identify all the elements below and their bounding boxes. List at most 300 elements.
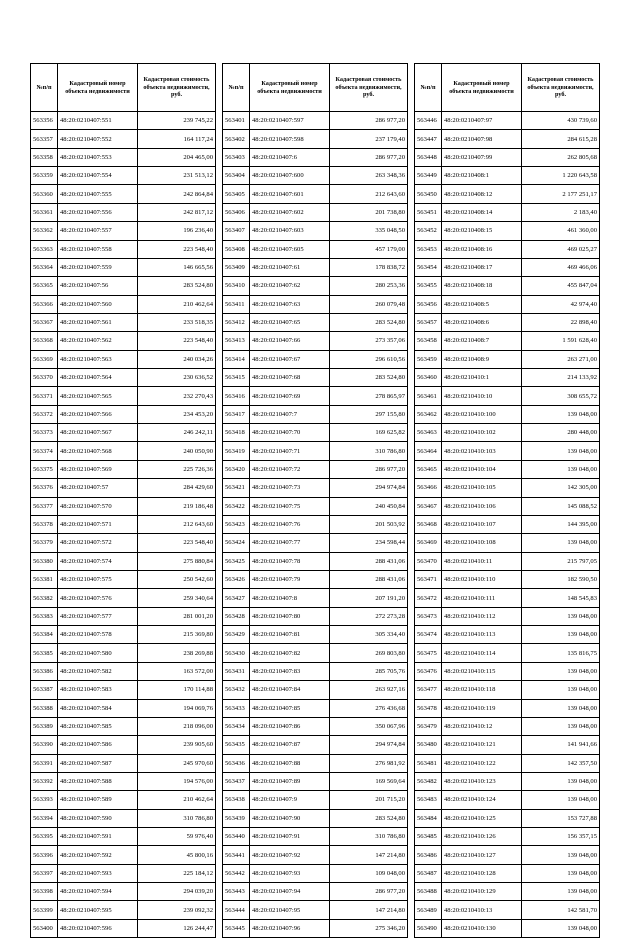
row-number: 563359 [31, 167, 58, 185]
row-number: 563452 [415, 222, 442, 240]
cadastral-number: 48:20:0210407:89 [250, 772, 330, 790]
cadastral-number: 48:20:0210410:1 [442, 369, 522, 387]
row-number: 563465 [415, 460, 442, 478]
row-number: 563454 [415, 258, 442, 276]
table-row [31, 901, 216, 919]
row-number: 563373 [31, 424, 58, 442]
cadastral-value: 139 048,00 [522, 883, 600, 901]
row-number: 563444 [223, 901, 250, 919]
cadastral-value: 237 179,40 [330, 130, 408, 148]
cadastral-number: 48:20:0210407:558 [58, 240, 138, 258]
cadastral-value: 263 348,36 [330, 167, 408, 185]
cadastral-value: 1 591 628,40 [522, 332, 600, 350]
row-number: 563408 [223, 240, 250, 258]
row-number: 563451 [415, 203, 442, 221]
row-number: 563423 [223, 515, 250, 533]
cadastral-number: 48:20:0210410:107 [442, 515, 522, 533]
cadastral-value: 148 545,83 [522, 589, 600, 607]
table-row [415, 809, 600, 827]
row-number: 563450 [415, 185, 442, 203]
row-number: 563378 [31, 515, 58, 533]
cadastral-value: 201 738,80 [330, 203, 408, 221]
table-row [415, 405, 600, 423]
cadastral-value: 242 817,12 [138, 203, 216, 221]
cadastral-value: 139 048,00 [522, 772, 600, 790]
row-number: 563410 [223, 277, 250, 295]
table-row [415, 644, 600, 662]
cadastral-value: 238 269,88 [138, 644, 216, 662]
cadastral-number: 48:20:0210407:78 [250, 552, 330, 570]
cadastral-value: 156 357,15 [522, 828, 600, 846]
cadastral-number: 48:20:0210407:561 [58, 313, 138, 331]
cadastral-value: 430 739,60 [522, 112, 600, 130]
row-number: 563466 [415, 479, 442, 497]
cadastral-number: 48:20:0210407:568 [58, 442, 138, 460]
table-row [415, 607, 600, 625]
cadastral-number: 48:20:0210407:96 [250, 919, 330, 937]
table-row [31, 534, 216, 552]
row-number: 563363 [31, 240, 58, 258]
table-header-row [415, 64, 600, 112]
table-3 [414, 63, 600, 938]
cadastral-number: 48:20:0210407:63 [250, 295, 330, 313]
cadastral-number: 48:20:0210407:602 [250, 203, 330, 221]
cadastral-number: 48:20:0210407:574 [58, 552, 138, 570]
table-row [415, 901, 600, 919]
cadastral-value: 145 088,52 [522, 497, 600, 515]
cadastral-value: 139 048,00 [522, 442, 600, 460]
cadastral-value: 239 745,22 [138, 112, 216, 130]
table-row [223, 277, 408, 295]
cadastral-value: 141 941,66 [522, 736, 600, 754]
row-number: 563376 [31, 479, 58, 497]
cadastral-value: 201 715,20 [330, 791, 408, 809]
row-number: 563431 [223, 662, 250, 680]
row-number: 563461 [415, 387, 442, 405]
row-number: 563380 [31, 552, 58, 570]
cadastral-number: 48:20:0210407:593 [58, 864, 138, 882]
header-value: Кадастровая стоимость объекта недвижимости, руб. [138, 64, 216, 112]
cadastral-value: 240 450,84 [330, 497, 408, 515]
row-number: 563403 [223, 148, 250, 166]
row-number: 563385 [31, 644, 58, 662]
cadastral-value: 139 048,00 [522, 662, 600, 680]
table-row [223, 552, 408, 570]
row-number: 563399 [31, 901, 58, 919]
table-row [31, 791, 216, 809]
cadastral-value: 139 048,00 [522, 607, 600, 625]
cadastral-number: 48:20:0210410:11 [442, 552, 522, 570]
cadastral-number: 48:20:0210407:79 [250, 570, 330, 588]
table-row [415, 222, 600, 240]
table-row [415, 148, 600, 166]
cadastral-number: 48:20:0210407:85 [250, 699, 330, 717]
table-row [31, 460, 216, 478]
table-row [31, 846, 216, 864]
cadastral-number: 48:20:0210407:62 [250, 277, 330, 295]
row-number: 563382 [31, 589, 58, 607]
cadastral-value: 215 369,80 [138, 626, 216, 644]
table-row [31, 681, 216, 699]
cadastral-value: 294 974,84 [330, 479, 408, 497]
cadastral-value: 196 236,40 [138, 222, 216, 240]
cadastral-number: 48:20:0210407:98 [442, 130, 522, 148]
cadastral-number: 48:20:0210410:129 [442, 883, 522, 901]
cadastral-value: 259 340,64 [138, 589, 216, 607]
cadastral-value: 45 800,16 [138, 846, 216, 864]
table-row [31, 203, 216, 221]
table-row [31, 626, 216, 644]
table-row [31, 258, 216, 276]
cadastral-value: 260 079,48 [330, 295, 408, 313]
table-row [415, 828, 600, 846]
cadastral-value: 276 981,92 [330, 754, 408, 772]
row-number: 563362 [31, 222, 58, 240]
cadastral-value: 283 524,80 [330, 313, 408, 331]
cadastral-number: 48:20:0210410:103 [442, 442, 522, 460]
row-number: 563462 [415, 405, 442, 423]
cadastral-number: 48:20:0210407:563 [58, 350, 138, 368]
cadastral-value: 210 462,64 [138, 791, 216, 809]
row-number: 563389 [31, 717, 58, 735]
cadastral-value: 59 976,40 [138, 828, 216, 846]
table-row [223, 497, 408, 515]
table-row [223, 754, 408, 772]
row-number: 563370 [31, 369, 58, 387]
row-number: 563358 [31, 148, 58, 166]
table-row [415, 479, 600, 497]
cadastral-number: 48:20:0210407:99 [442, 148, 522, 166]
cadastral-value: 204 465,00 [138, 148, 216, 166]
row-number: 563417 [223, 405, 250, 423]
cadastral-number: 48:20:0210407:87 [250, 736, 330, 754]
cadastral-value: 139 048,00 [522, 681, 600, 699]
row-number: 563420 [223, 460, 250, 478]
cadastral-number: 48:20:0210407:77 [250, 534, 330, 552]
cadastral-value: 246 242,11 [138, 424, 216, 442]
cadastral-value: 42 974,40 [522, 295, 600, 313]
cadastral-number: 48:20:0210410:115 [442, 662, 522, 680]
table-row [223, 607, 408, 625]
table-row [31, 369, 216, 387]
cadastral-value: 239 092,32 [138, 901, 216, 919]
row-number: 563356 [31, 112, 58, 130]
row-number: 563472 [415, 589, 442, 607]
cadastral-number: 48:20:0210407:589 [58, 791, 138, 809]
cadastral-value: 139 048,00 [522, 699, 600, 717]
row-number: 563424 [223, 534, 250, 552]
cadastral-value: 169 569,64 [330, 772, 408, 790]
cadastral-value: 239 905,60 [138, 736, 216, 754]
row-number: 563476 [415, 662, 442, 680]
row-number: 563483 [415, 791, 442, 809]
row-number: 563398 [31, 883, 58, 901]
cadastral-number: 48:20:0210410:114 [442, 644, 522, 662]
table-row [223, 167, 408, 185]
row-number: 563439 [223, 809, 250, 827]
cadastral-number: 48:20:0210407:70 [250, 424, 330, 442]
cadastral-number: 48:20:0210407:93 [250, 864, 330, 882]
cadastral-number: 48:20:0210407:95 [250, 901, 330, 919]
row-number: 563468 [415, 515, 442, 533]
table-row [415, 883, 600, 901]
cadastral-value: 242 864,84 [138, 185, 216, 203]
cadastral-number: 48:20:0210410:125 [442, 809, 522, 827]
row-number: 563435 [223, 736, 250, 754]
cadastral-number: 48:20:0210410:102 [442, 424, 522, 442]
header-value: Кадастровая стоимость объекта недвижимости, руб. [522, 64, 600, 112]
cadastral-value: 218 096,00 [138, 717, 216, 735]
row-number: 563463 [415, 424, 442, 442]
table-row [223, 424, 408, 442]
cadastral-value: 142 305,00 [522, 479, 600, 497]
row-number: 563429 [223, 626, 250, 644]
row-number: 563437 [223, 772, 250, 790]
cadastral-number: 48:20:0210407:92 [250, 846, 330, 864]
row-number: 563366 [31, 295, 58, 313]
cadastral-number: 48:20:0210407:592 [58, 846, 138, 864]
cadastral-value: 288 431,06 [330, 570, 408, 588]
row-number: 563421 [223, 479, 250, 497]
table-row [223, 515, 408, 533]
cadastral-value: 286 977,20 [330, 883, 408, 901]
cadastral-number: 48:20:0210410:128 [442, 864, 522, 882]
cadastral-value: 278 865,97 [330, 387, 408, 405]
table-row [415, 699, 600, 717]
cadastral-number: 48:20:0210410:104 [442, 460, 522, 478]
row-number: 563409 [223, 258, 250, 276]
cadastral-value: 139 048,00 [522, 846, 600, 864]
cadastral-value: 310 786,80 [330, 442, 408, 460]
cadastral-value: 231 513,12 [138, 167, 216, 185]
table-row [223, 148, 408, 166]
cadastral-value: 139 048,00 [522, 717, 600, 735]
cadastral-value: 194 576,00 [138, 772, 216, 790]
row-number: 563415 [223, 369, 250, 387]
cadastral-value: 276 436,68 [330, 699, 408, 717]
table-row [415, 130, 600, 148]
cadastral-value: 169 625,82 [330, 424, 408, 442]
row-number: 563486 [415, 846, 442, 864]
cadastral-value: 286 977,20 [330, 460, 408, 478]
cadastral-number: 48:20:0210407:578 [58, 626, 138, 644]
table-row [223, 901, 408, 919]
cadastral-number: 48:20:0210410:10 [442, 387, 522, 405]
table-row [415, 203, 600, 221]
cadastral-number: 48:20:0210410:12 [442, 717, 522, 735]
row-number: 563448 [415, 148, 442, 166]
row-number: 563455 [415, 277, 442, 295]
cadastral-number: 48:20:0210410:127 [442, 846, 522, 864]
cadastral-number: 48:20:0210410:130 [442, 919, 522, 937]
row-number: 563404 [223, 167, 250, 185]
table-row [31, 112, 216, 130]
table-row [31, 295, 216, 313]
row-number: 563442 [223, 864, 250, 882]
row-number: 563438 [223, 791, 250, 809]
cadastral-value: 335 048,50 [330, 222, 408, 240]
table-row [31, 240, 216, 258]
table-row [31, 442, 216, 460]
row-number: 563430 [223, 644, 250, 662]
row-number: 563414 [223, 350, 250, 368]
cadastral-number: 48:20:0210407:82 [250, 644, 330, 662]
cadastral-number: 48:20:0210407:572 [58, 534, 138, 552]
row-number: 563487 [415, 864, 442, 882]
cadastral-value: 294 974,84 [330, 736, 408, 754]
table-row [31, 387, 216, 405]
table-row [31, 864, 216, 882]
cadastral-value: 147 214,80 [330, 846, 408, 864]
cadastral-value: 288 431,06 [330, 552, 408, 570]
table-row [223, 681, 408, 699]
table-row [415, 295, 600, 313]
cadastral-number: 48:20:0210407:598 [250, 130, 330, 148]
header-cadastral: Кадастровый номер объекта недвижимости [442, 64, 522, 112]
cadastral-number: 48:20:0210408:12 [442, 185, 522, 203]
row-number: 563406 [223, 203, 250, 221]
row-number: 563441 [223, 846, 250, 864]
row-number: 563428 [223, 607, 250, 625]
table-row [415, 717, 600, 735]
cadastral-number: 48:20:0210410:121 [442, 736, 522, 754]
table-row [415, 350, 600, 368]
cadastral-value: 22 898,40 [522, 313, 600, 331]
cadastral-number: 48:20:0210407:571 [58, 515, 138, 533]
cadastral-value: 232 270,43 [138, 387, 216, 405]
cadastral-value: 178 838,72 [330, 258, 408, 276]
cadastral-number: 48:20:0210407:575 [58, 570, 138, 588]
cadastral-value: 207 191,20 [330, 589, 408, 607]
table-row [223, 203, 408, 221]
cadastral-value: 163 572,00 [138, 662, 216, 680]
cadastral-number: 48:20:0210408:15 [442, 222, 522, 240]
table-row [415, 736, 600, 754]
cadastral-number: 48:20:0210407:552 [58, 130, 138, 148]
row-number: 563467 [415, 497, 442, 515]
table-row [223, 387, 408, 405]
row-number: 563394 [31, 809, 58, 827]
cadastral-number: 48:20:0210407:600 [250, 167, 330, 185]
cadastral-value: 308 655,72 [522, 387, 600, 405]
cadastral-value: 225 726,36 [138, 460, 216, 478]
cadastral-value: 285 705,76 [330, 662, 408, 680]
cadastral-number: 48:20:0210407:86 [250, 717, 330, 735]
table-row [223, 717, 408, 735]
cadastral-number: 48:20:0210410:123 [442, 772, 522, 790]
cadastral-number: 48:20:0210410:112 [442, 607, 522, 625]
cadastral-number: 48:20:0210407:562 [58, 332, 138, 350]
cadastral-number: 48:20:0210407:6 [250, 148, 330, 166]
row-number: 563361 [31, 203, 58, 221]
cadastral-number: 48:20:0210407:97 [442, 112, 522, 130]
cadastral-number: 48:20:0210407:587 [58, 754, 138, 772]
cadastral-value: 214 133,92 [522, 369, 600, 387]
table-row [223, 313, 408, 331]
table-2 [222, 63, 408, 938]
cadastral-value: 269 803,80 [330, 644, 408, 662]
table-row [31, 332, 216, 350]
cadastral-value: 284 615,28 [522, 130, 600, 148]
table-row [223, 295, 408, 313]
cadastral-number: 48:20:0210407:68 [250, 369, 330, 387]
table-row [223, 589, 408, 607]
table-row [31, 644, 216, 662]
table-row [223, 240, 408, 258]
cadastral-value: 210 462,64 [138, 295, 216, 313]
cadastral-value: 233 518,35 [138, 313, 216, 331]
cadastral-number: 48:20:0210407:94 [250, 883, 330, 901]
row-number: 563425 [223, 552, 250, 570]
cadastral-number: 48:20:0210407:601 [250, 185, 330, 203]
row-number: 563393 [31, 791, 58, 809]
cadastral-number: 48:20:0210407:67 [250, 350, 330, 368]
table-row [223, 112, 408, 130]
cadastral-number: 48:20:0210407:588 [58, 772, 138, 790]
cadastral-value: 297 155,80 [330, 405, 408, 423]
cadastral-value: 283 524,80 [330, 809, 408, 827]
cadastral-value: 139 048,00 [522, 864, 600, 882]
cadastral-value: 219 186,48 [138, 497, 216, 515]
table-row [415, 626, 600, 644]
row-number: 563392 [31, 772, 58, 790]
cadastral-value: 212 643,60 [330, 185, 408, 203]
table-row [223, 479, 408, 497]
cadastral-number: 48:20:0210407:90 [250, 809, 330, 827]
row-number: 563471 [415, 570, 442, 588]
table-row [31, 148, 216, 166]
row-number: 563396 [31, 846, 58, 864]
cadastral-number: 48:20:0210407:566 [58, 405, 138, 423]
header-cadastral: Кадастровый номер объекта недвижимости [58, 64, 138, 112]
cadastral-value: 1 220 643,58 [522, 167, 600, 185]
table-header-row [223, 64, 408, 112]
table-row [31, 222, 216, 240]
cadastral-number: 48:20:0210407:83 [250, 662, 330, 680]
cadastral-value: 126 244,47 [138, 919, 216, 937]
table-row [415, 754, 600, 772]
cadastral-number: 48:20:0210407:84 [250, 681, 330, 699]
table-1 [30, 63, 216, 938]
table-row [415, 460, 600, 478]
row-number: 563400 [31, 919, 58, 937]
table-row [415, 112, 600, 130]
table-row [223, 534, 408, 552]
cadastral-value: 194 069,76 [138, 699, 216, 717]
table-row [31, 699, 216, 717]
cadastral-value: 461 360,00 [522, 222, 600, 240]
cadastral-value: 283 524,80 [138, 277, 216, 295]
cadastral-number: 48:20:0210407:577 [58, 607, 138, 625]
row-number: 563484 [415, 809, 442, 827]
table-row [31, 552, 216, 570]
row-number: 563479 [415, 717, 442, 735]
cadastral-value: 240 050,90 [138, 442, 216, 460]
row-number: 563480 [415, 736, 442, 754]
cadastral-number: 48:20:0210408:17 [442, 258, 522, 276]
cadastral-value: 310 786,80 [138, 809, 216, 827]
cadastral-value: 139 048,00 [522, 919, 600, 937]
table-row [223, 442, 408, 460]
cadastral-value: 305 334,40 [330, 626, 408, 644]
table-row [415, 424, 600, 442]
cadastral-value: 142 357,50 [522, 754, 600, 772]
row-number: 563371 [31, 387, 58, 405]
cadastral-value: 182 590,50 [522, 570, 600, 588]
cadastral-value: 223 548,40 [138, 240, 216, 258]
table-row [415, 515, 600, 533]
row-number: 563413 [223, 332, 250, 350]
